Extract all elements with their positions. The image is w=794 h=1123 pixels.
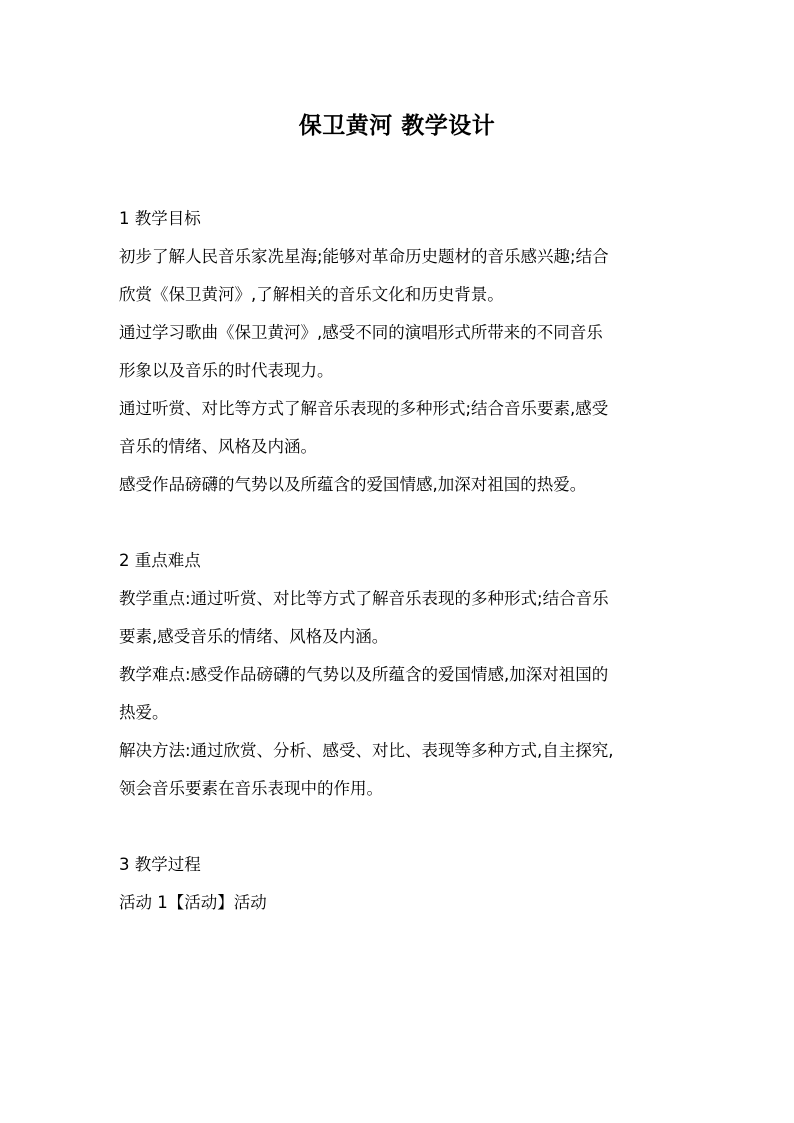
paragraph-line: 通过听赏、对比等方式了解音乐表现的多种形式;结合音乐要素,感受 [119, 399, 609, 418]
paragraph-line: 音乐的情绪、风格及内涵。 [119, 437, 317, 456]
paragraph-line: 活动 1【活动】活动 [119, 893, 267, 912]
section-heading: 2 重点难点 [119, 551, 201, 570]
paragraph-line: 初步了解人民音乐家冼星海;能够对革命历史题材的音乐感兴趣;结合 [119, 247, 609, 266]
paragraph-line: 形象以及音乐的时代表现力。 [119, 361, 334, 380]
section-teaching-objectives [119, 200, 679, 504]
paragraph-line: 解决方法:通过欣赏、分析、感受、对比、表现等多种方式,自主探究, [119, 741, 614, 760]
document-body [119, 200, 679, 922]
section-heading: 1 教学目标 [119, 209, 201, 228]
page-title: 保卫黄河 教学设计 [298, 113, 496, 139]
paragraph-line: 欣赏《保卫黄河》,了解相关的音乐文化和历史背景。 [119, 285, 504, 304]
paragraph-line: 教学重点:通过听赏、对比等方式了解音乐表现的多种形式;结合音乐 [119, 589, 609, 608]
section-teaching-process [119, 846, 679, 922]
paragraph-line: 领会音乐要素在音乐表现中的作用。 [119, 779, 383, 798]
paragraph-line: 教学难点:感受作品磅礴的气势以及所蕴含的爱国情感,加深对祖国的 [119, 665, 609, 684]
paragraph-line: 感受作品磅礴的气势以及所蕴含的爱国情感,加深对祖国的热爱。 [119, 475, 587, 494]
paragraph-line: 要素,感受音乐的情绪、风格及内涵。 [119, 627, 389, 646]
paragraph-line: 通过学习歌曲《保卫黄河》,感受不同的演唱形式所带来的不同音乐 [119, 323, 603, 342]
section-heading: 3 教学过程 [119, 855, 201, 874]
section-key-points [119, 542, 679, 808]
paragraph-line: 热爱。 [119, 703, 169, 722]
